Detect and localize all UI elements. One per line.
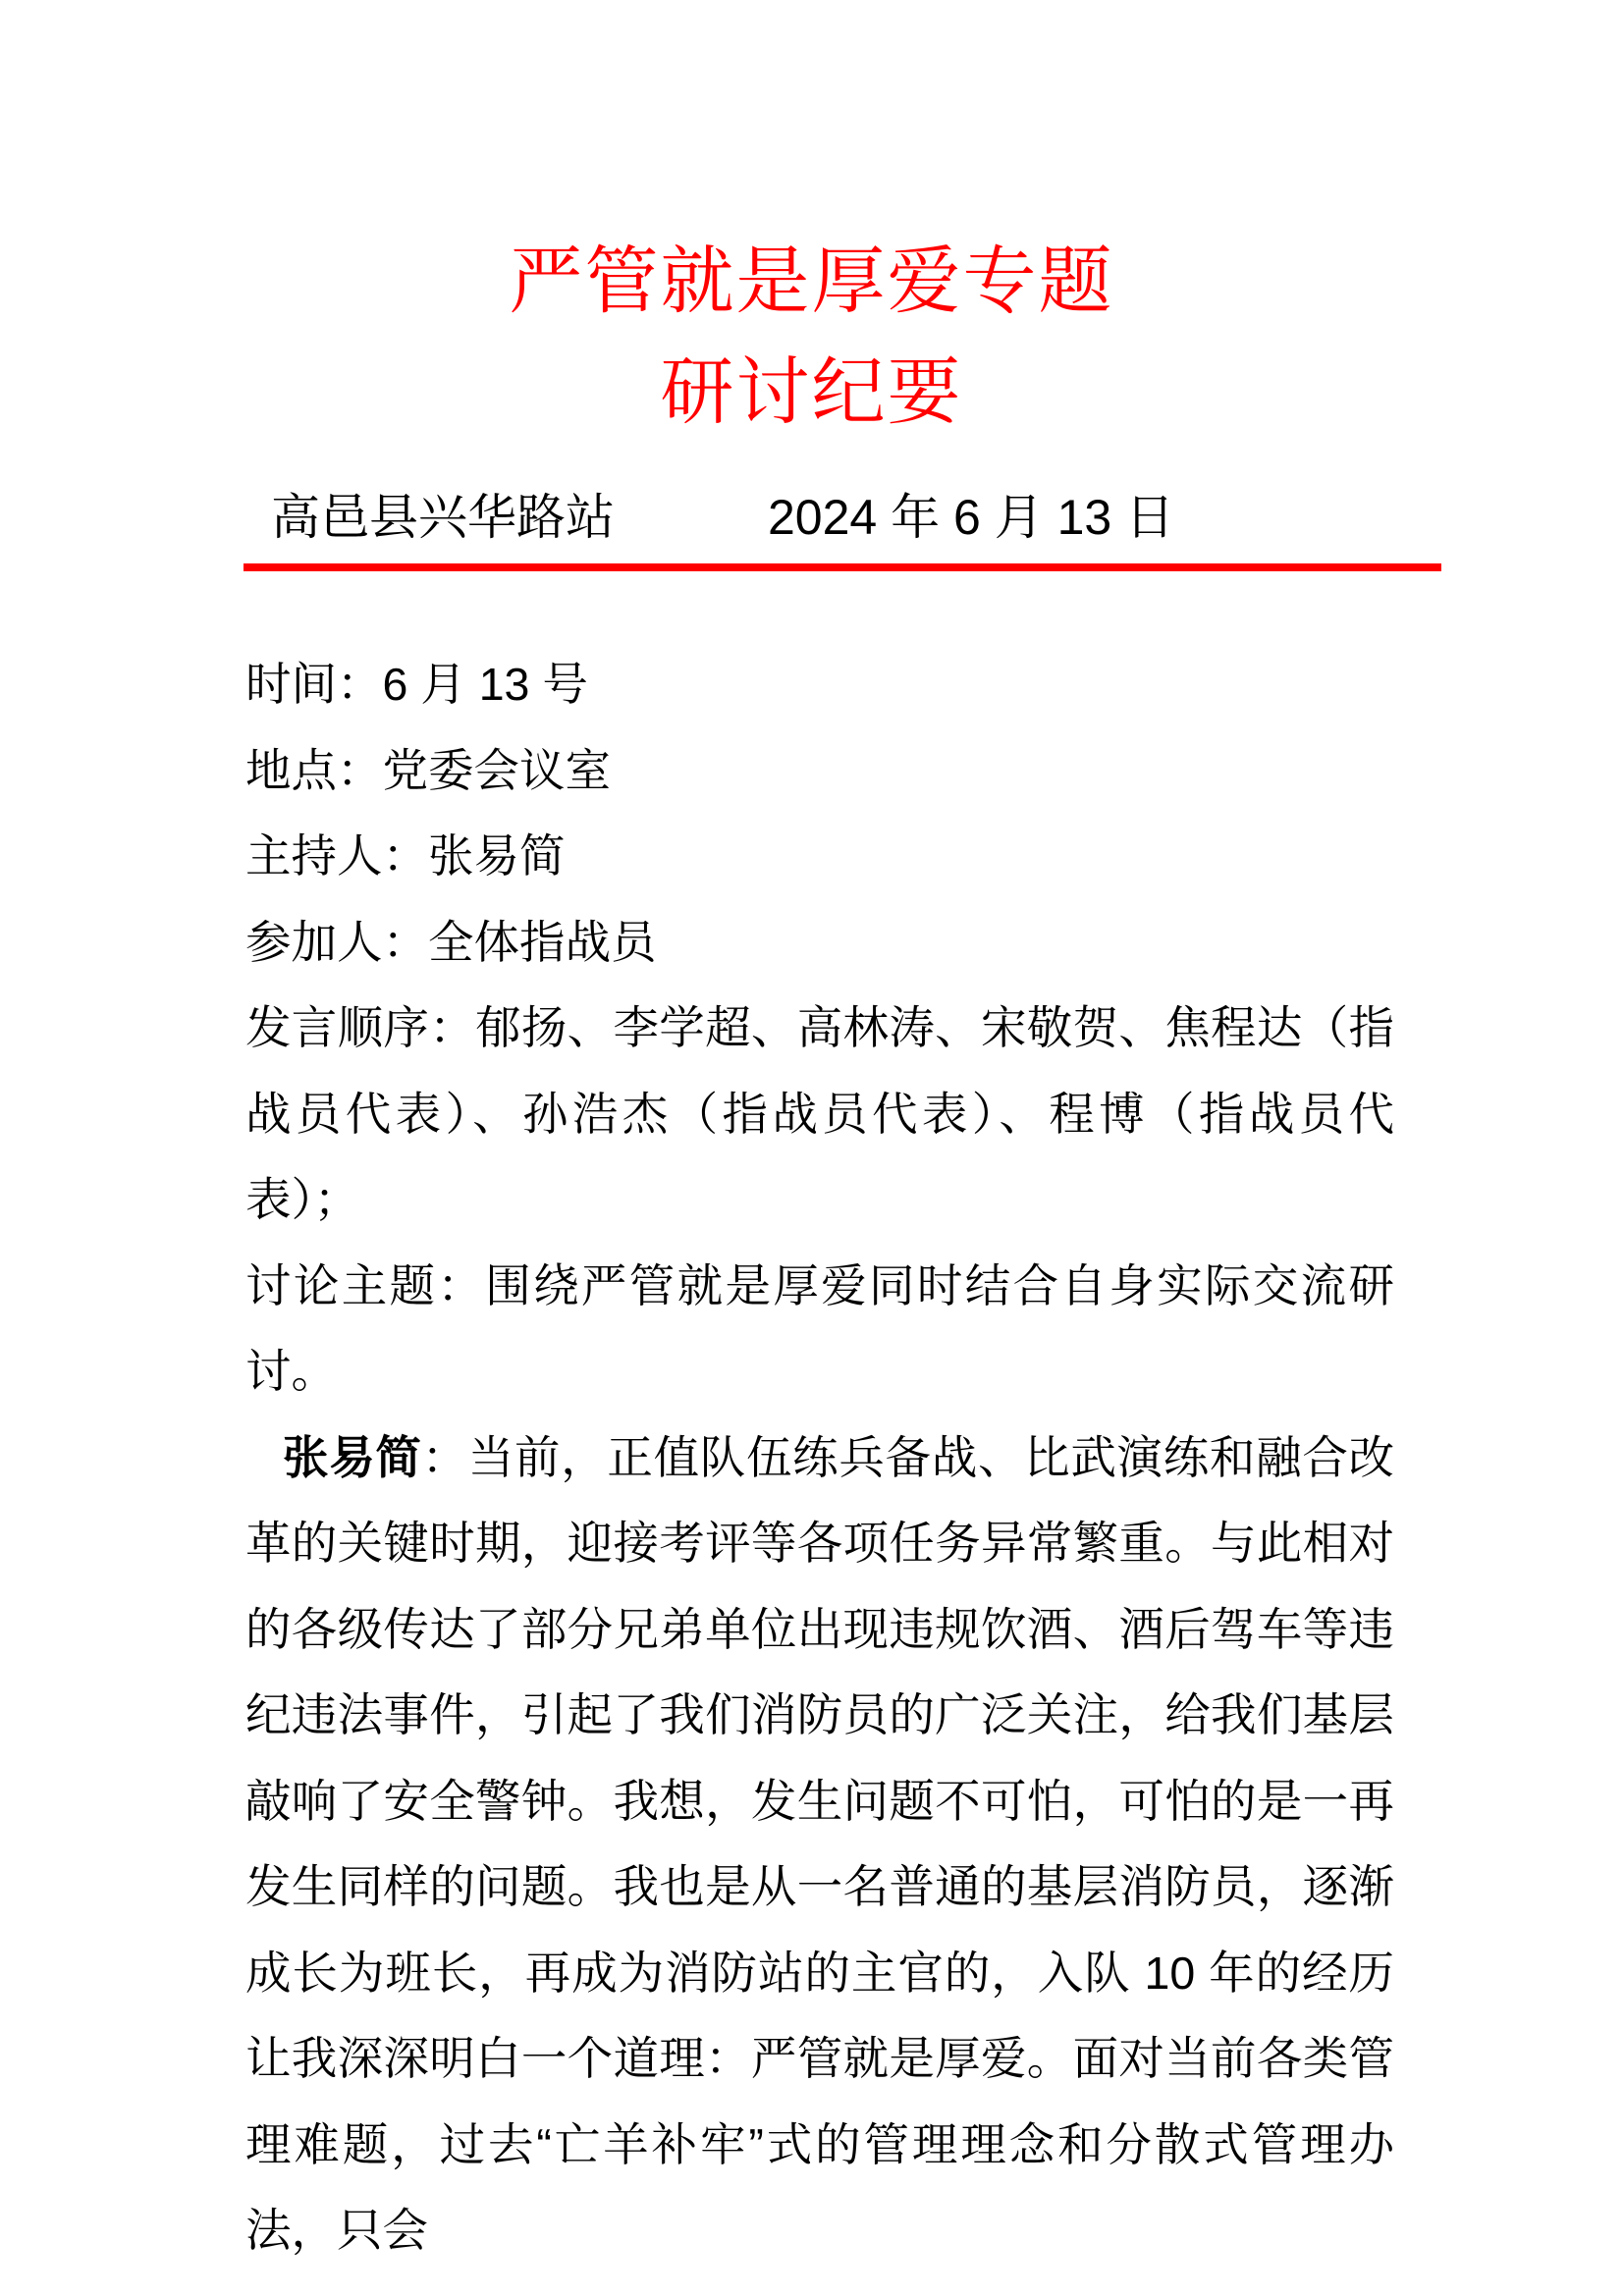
subheader-row	[0, 487, 1623, 548]
meta-host: 主持人：张易简	[245, 830, 566, 881]
title-line-2: 研讨纪要	[660, 350, 963, 433]
speaker-colon: ：	[421, 1431, 468, 1483]
document-body	[0, 642, 1623, 2274]
organization-name: 高邑县兴华路站	[271, 490, 615, 545]
speech-text: 当前，正值队伍练兵备战、比武演练和融合改革的关键时期，迎接考评等各项任务异常繁重。与此相对的各级传达了部分兄弟单位出现违规饮酒、酒后驾车等违纪违法事件，引起了我们消防员的广泛关注，给我们基层敲响了安全警钟。我想，发生问题不可怕，可怕的是一再发生同样的问题。我也是从一名普通的基层消防员，逐渐成长为班长，再成为消防站的主官的，入队 10 年的经历让我深深明白一个道理：严管就是厚爱。面对当前各类管理难题，过去“亡羊补牢”式的管理理念和分散式管理办法，只会	[245, 1431, 1395, 2256]
title-line-1: 严管就是厚爱专题	[509, 240, 1114, 322]
speech-paragraph	[245, 1415, 1394, 2274]
meta-time: 时间：6 月 13 号	[245, 659, 588, 710]
document-date: 2024 年 6 月 13 日	[768, 490, 1175, 545]
speaker-name: 张易简	[283, 1431, 422, 1483]
meta-topic: 讨论主题：围绕严管就是厚爱同时结合自身实际交流研讨。	[245, 1259, 1394, 1397]
document-title	[0, 226, 1623, 448]
meta-location: 地点：党委会议室	[245, 744, 611, 796]
meta-participants: 参加人：全体指战员	[245, 916, 657, 968]
red-divider	[243, 563, 1441, 571]
meta-speaking-order: 发言顺序：郁扬、李学超、高林涛、宋敬贺、焦程达（指战员代表）、孙浩杰（指战员代表）、程博（指战员代表）；	[245, 1002, 1394, 1225]
